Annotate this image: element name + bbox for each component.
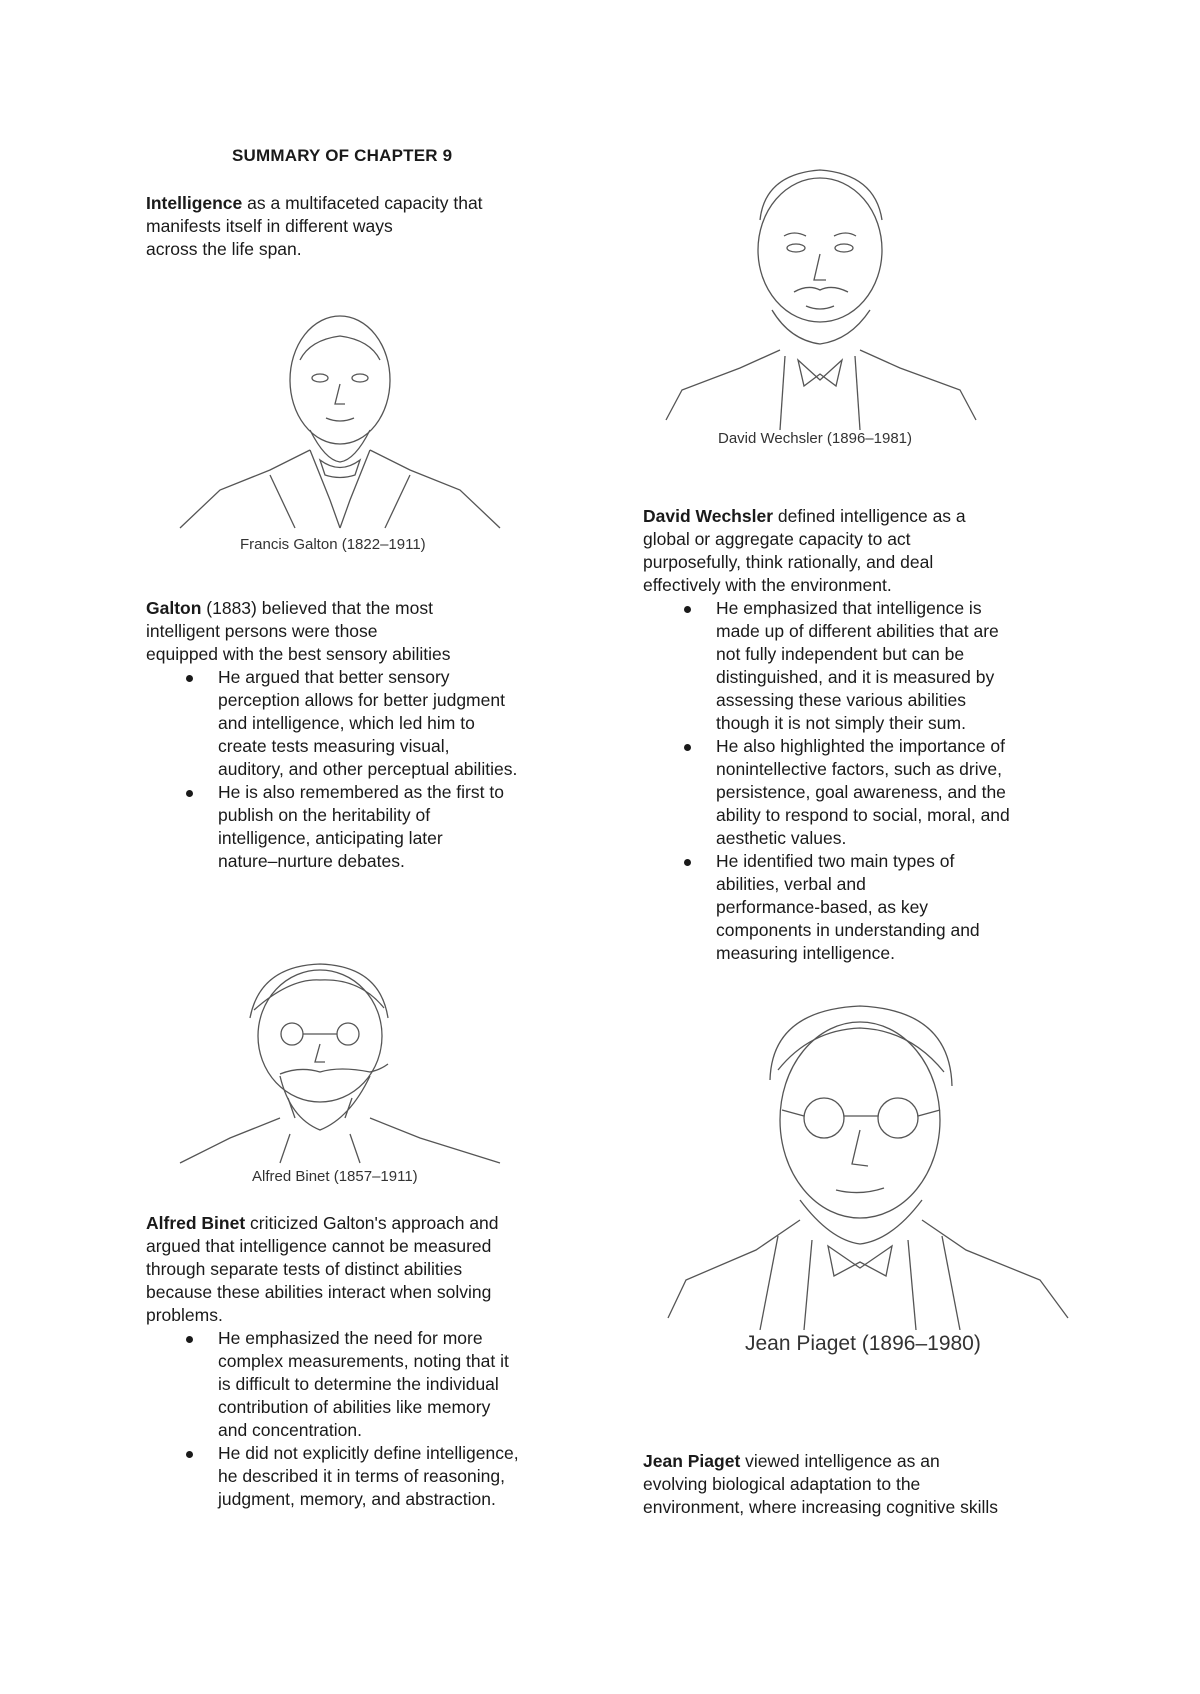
- list-item: [218, 666, 517, 781]
- text-line: across the life span.: [146, 239, 302, 259]
- text-line: He did not explicitly define intelligence,: [218, 1443, 519, 1463]
- text-line: publish on the heritability of: [218, 805, 431, 825]
- galton-portrait: [160, 300, 520, 530]
- text-line: intelligent persons were those: [146, 621, 378, 641]
- text-line: and intelligence, which led him to: [218, 713, 475, 733]
- piaget-portrait: [660, 1000, 1080, 1330]
- text-line: purposefully, think rationally, and deal: [643, 552, 934, 572]
- bullet-icon: [186, 790, 193, 797]
- text-line: problems.: [146, 1305, 223, 1325]
- text-line: components in understanding and: [716, 920, 980, 940]
- text-line: judgment, memory, and abstraction.: [218, 1489, 496, 1509]
- text-line: nature–nurture debates.: [218, 851, 405, 871]
- text-line: complex measurements, noting that it: [218, 1351, 509, 1371]
- text-line: performance-based, as key: [716, 897, 929, 917]
- text-line: He emphasized that intelligence is: [716, 598, 982, 618]
- text-line: made up of different abilities that are: [716, 621, 999, 641]
- text-line: equipped with the best sensory abilities: [146, 644, 451, 664]
- text-line: global or aggregate capacity to act: [643, 529, 911, 549]
- wechsler-paragraph: [643, 505, 966, 597]
- text-line: because these abilities interact when solving: [146, 1282, 492, 1302]
- text-line: auditory, and other perceptual abilities.: [218, 759, 518, 779]
- bullet-icon: [684, 859, 691, 866]
- bullet-icon: [684, 744, 691, 751]
- text-line: argued that intelligence cannot be measured: [146, 1236, 492, 1256]
- text-line: He identified two main types of: [716, 851, 955, 871]
- binet-paragraph: [146, 1212, 499, 1327]
- text-line: He also highlighted the importance of: [716, 736, 1005, 756]
- text-line: Intelligence as a multifaceted capacity that: [146, 193, 483, 213]
- bullet-icon: [186, 1336, 193, 1343]
- galton-paragraph: [146, 597, 451, 666]
- wechsler-term: David Wechsler: [643, 506, 774, 526]
- galton-caption: Francis Galton (1822–1911): [240, 536, 426, 553]
- text-line: is difficult to determine the individual: [218, 1374, 499, 1394]
- text-line: evolving biological adaptation to the: [643, 1474, 921, 1494]
- text-line: contribution of abilities like memory: [218, 1397, 491, 1417]
- page-title: SUMMARY OF CHAPTER 9: [232, 146, 453, 165]
- text-line: assessing these various abilities: [716, 690, 966, 710]
- intro-paragraph: [146, 192, 483, 261]
- list-item: [716, 597, 1010, 735]
- list-item: [218, 1327, 519, 1442]
- text-line: distinguished, and it is measured by: [716, 667, 995, 687]
- text-line: manifests itself in different ways: [146, 216, 393, 236]
- binet-caption: Alfred Binet (1857–1911): [252, 1168, 418, 1185]
- binet-portrait: [170, 958, 510, 1168]
- text-line: not fully independent but can be: [716, 644, 965, 664]
- galton-term: Galton: [146, 598, 202, 618]
- text-line: ability to respond to social, moral, and: [716, 805, 1010, 825]
- list-item: [716, 850, 1010, 965]
- text-line: perception allows for better judgment: [218, 690, 505, 710]
- list-item: [716, 735, 1010, 850]
- wechsler-caption: David Wechsler (1896–1981): [718, 430, 912, 447]
- piaget-term: Jean Piaget: [643, 1451, 741, 1471]
- text-line: Galton (1883) believed that the most: [146, 598, 433, 618]
- text-line: nonintellective factors, such as drive,: [716, 759, 1002, 779]
- bullet-icon: [186, 675, 193, 682]
- text-line: through separate tests of distinct abilities: [146, 1259, 463, 1279]
- wechsler-bullets: [716, 597, 1010, 965]
- piaget-caption: Jean Piaget (1896–1980): [745, 1332, 981, 1355]
- text-line: effectively with the environment.: [643, 575, 892, 595]
- text-line: he described it in terms of reasoning,: [218, 1466, 505, 1486]
- text-line: and concentration.: [218, 1420, 362, 1440]
- wechsler-portrait: [660, 160, 990, 430]
- text-line: He argued that better sensory: [218, 667, 450, 687]
- bullet-icon: [186, 1451, 193, 1458]
- text-line: measuring intelligence.: [716, 943, 895, 963]
- list-item: [218, 781, 517, 873]
- text-line: intelligence, anticipating later: [218, 828, 443, 848]
- intro-term: Intelligence: [146, 193, 243, 213]
- text-line: He is also remembered as the first to: [218, 782, 504, 802]
- text-line: create tests measuring visual,: [218, 736, 450, 756]
- binet-bullets: [218, 1327, 519, 1511]
- text-line: persistence, goal awareness, and the: [716, 782, 1006, 802]
- text-line: though it is not simply their sum.: [716, 713, 966, 733]
- galton-bullets: [218, 666, 517, 873]
- text-line: He emphasized the need for more: [218, 1328, 483, 1348]
- text-line: environment, where increasing cognitive skills: [643, 1497, 999, 1517]
- bullet-icon: [684, 606, 691, 613]
- text-line: aesthetic values.: [716, 828, 847, 848]
- text-line: David Wechsler defined intelligence as a: [643, 506, 966, 526]
- piaget-paragraph: [643, 1450, 998, 1519]
- text-line: Alfred Binet criticized Galton's approach and: [146, 1213, 499, 1233]
- text-line: Jean Piaget viewed intelligence as an: [643, 1451, 940, 1471]
- list-item: [218, 1442, 519, 1511]
- text-line: abilities, verbal and: [716, 874, 866, 894]
- binet-term: Alfred Binet: [146, 1213, 246, 1233]
